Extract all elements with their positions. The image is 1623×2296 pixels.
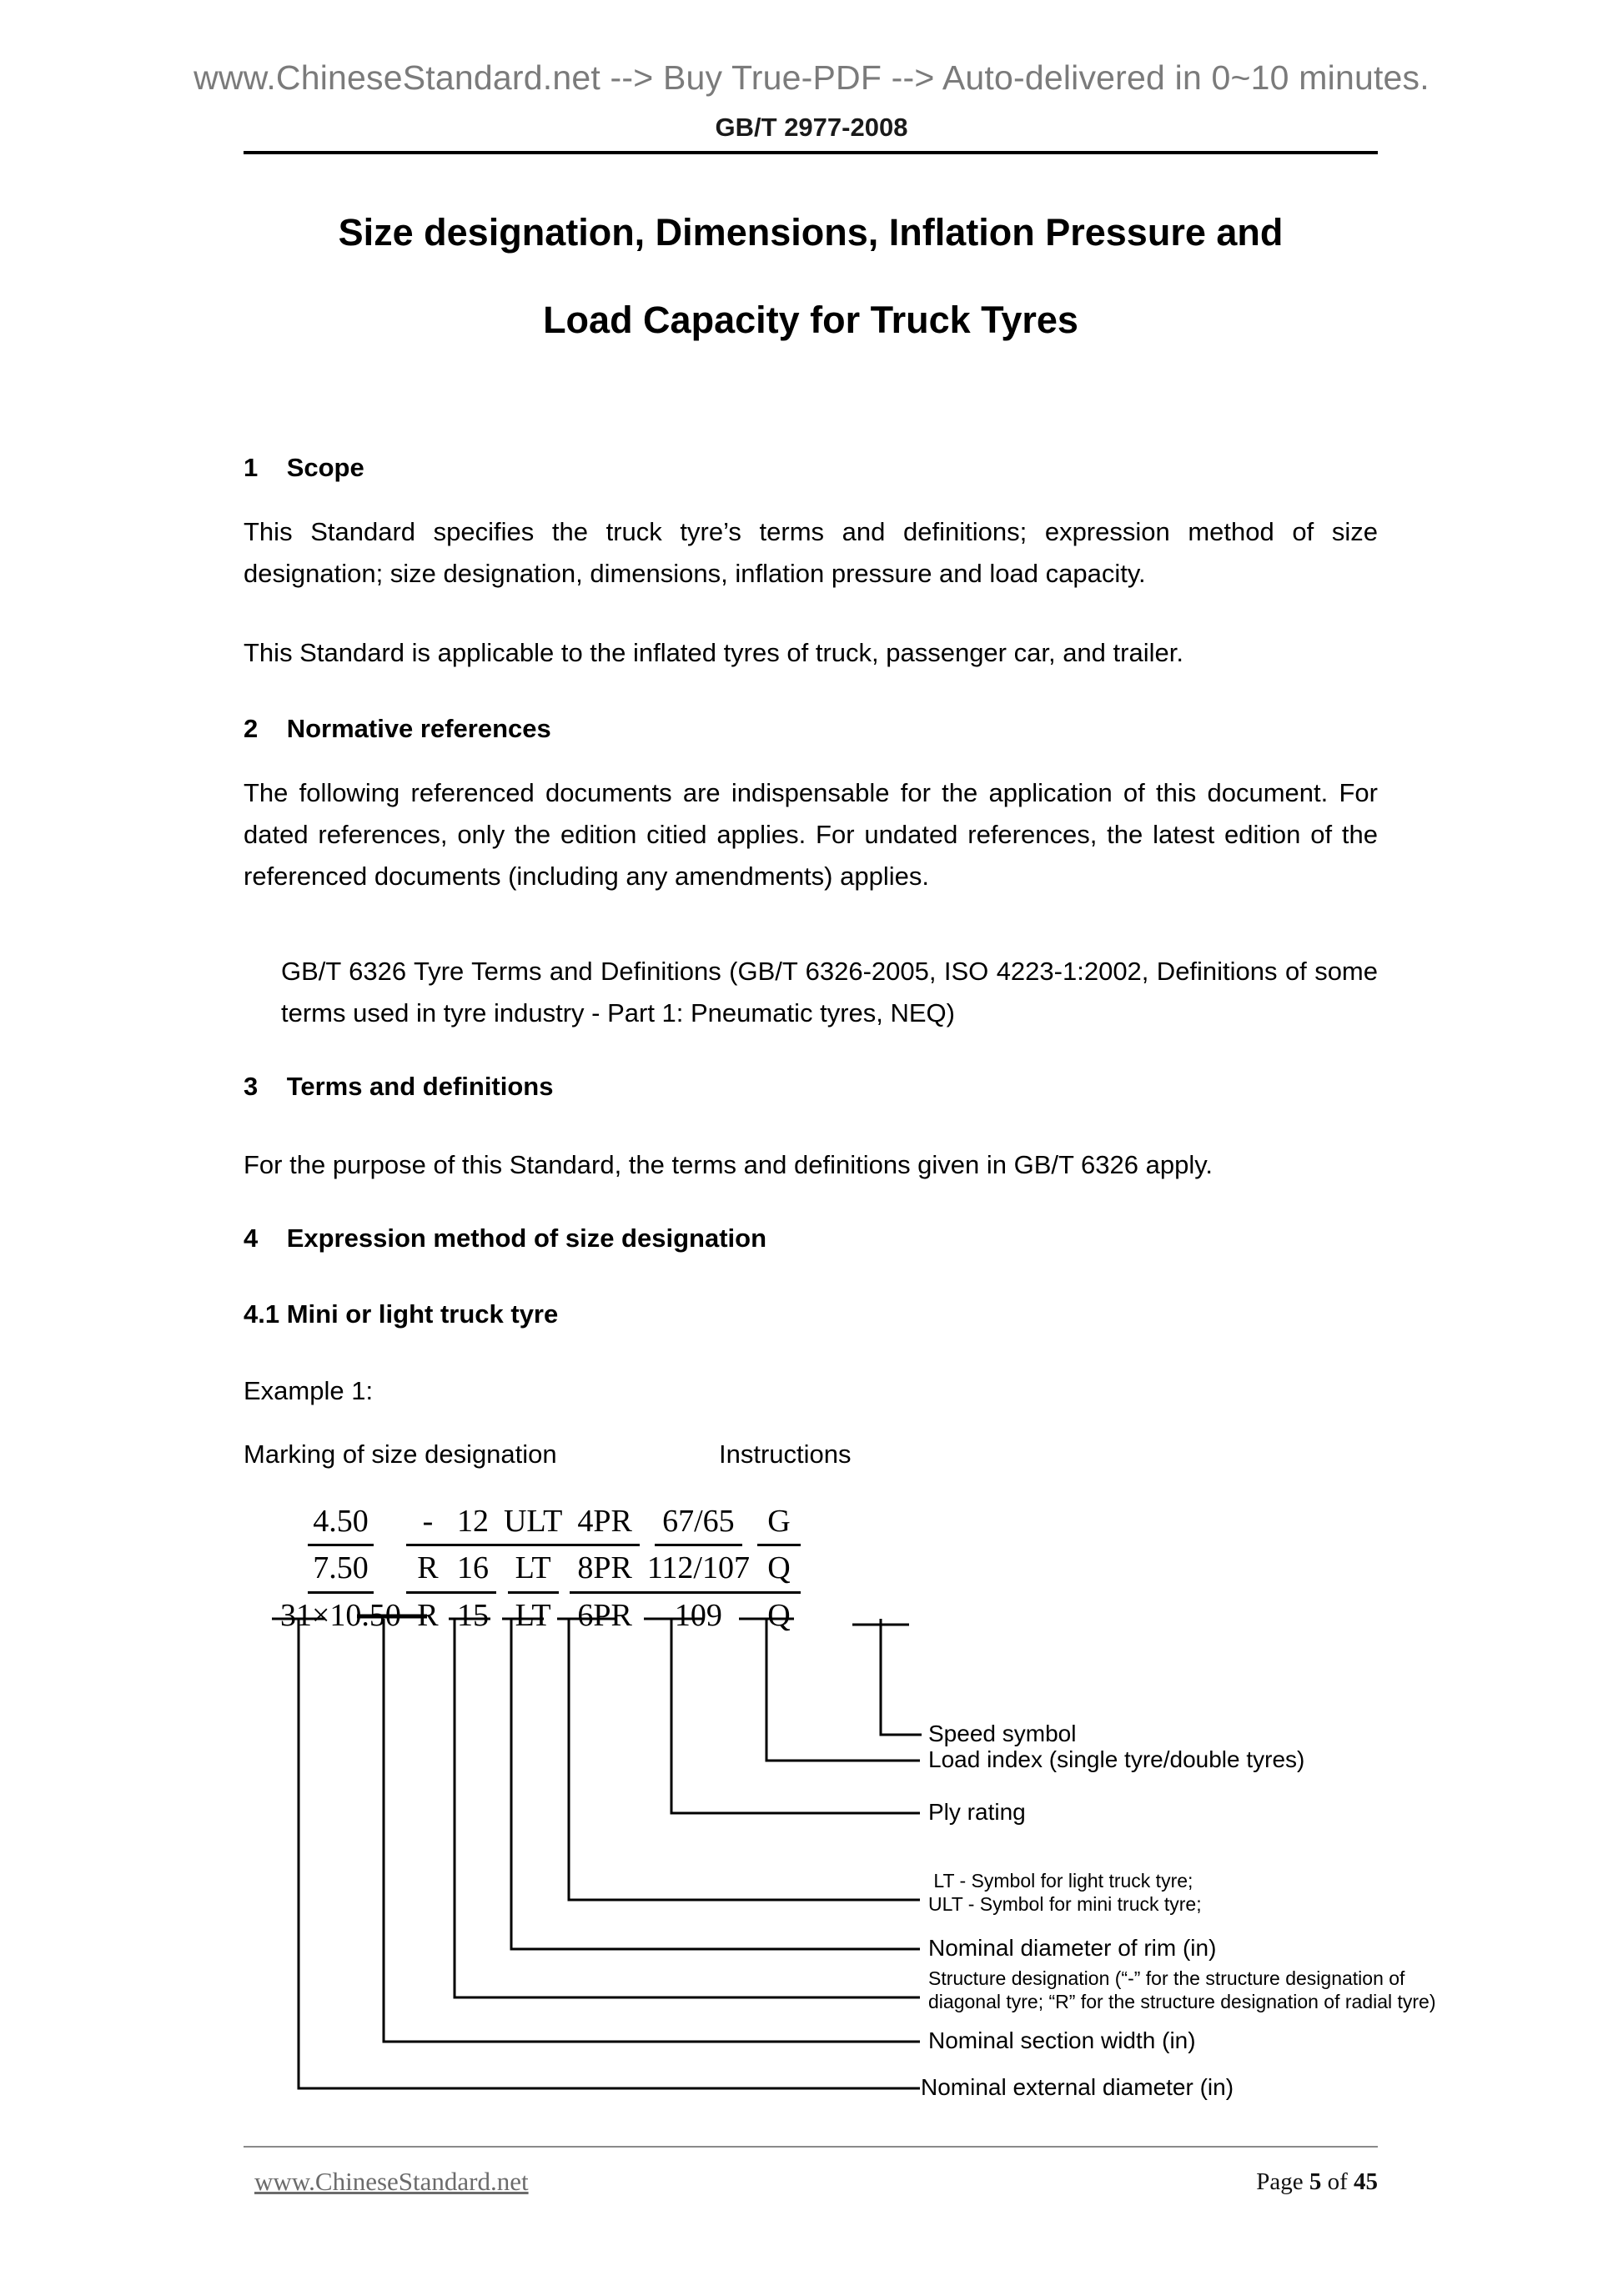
marking-cell: 16 bbox=[450, 1548, 496, 1593]
marking-cell: LT bbox=[515, 1597, 551, 1633]
page-title-line-2: Load Capacity for Truck Tyres bbox=[543, 299, 1078, 341]
paragraph-scope-2: This Standard is applicable to the inflated tyres of truck, passenger car, and trailer. bbox=[244, 638, 1183, 667]
heading-normative-references: 2 Normative references bbox=[244, 714, 551, 743]
footer-page-total: 45 bbox=[1354, 2168, 1378, 2195]
footer-page-number bbox=[1256, 2168, 1378, 2196]
marking-cell: 4.50 bbox=[308, 1501, 374, 1546]
marking-cell: 6PR bbox=[577, 1597, 632, 1633]
callout-structure-designation-line-1: Structure designation (“-” for the structure designation of bbox=[928, 1967, 1405, 1989]
paragraph-scope-1: This Standard specifies the truck tyre’s terms and definitions; expression method of size designation; size designation, dimensions, inflation pressure and load capacity. bbox=[244, 517, 1378, 589]
marking-cell: ULT bbox=[496, 1501, 570, 1546]
marking-cell: - bbox=[406, 1501, 450, 1546]
diagram-column-header-instructions: Instructions bbox=[719, 1439, 852, 1469]
marking-cell: 7.50 bbox=[308, 1548, 374, 1593]
marking-cell: 4PR bbox=[570, 1501, 639, 1546]
heading-expression-method: 4 Expression method of size designation bbox=[244, 1223, 767, 1253]
header-divider bbox=[244, 151, 1378, 154]
marking-table bbox=[275, 1501, 801, 1640]
paragraph-normative-1: The following referenced documents are indispensable for the application of this document. For dated references, only the edition citied applies. For undated references, the latest edition of the referenced documents (including any amendments) applies. bbox=[244, 778, 1378, 892]
footer-site-link[interactable]: www.ChineseStandard.net bbox=[254, 2167, 529, 2196]
marking-cell: Q bbox=[757, 1548, 801, 1593]
marking-cell: 67/65 bbox=[655, 1501, 742, 1546]
marking-cell: 8PR bbox=[570, 1548, 639, 1593]
marking-cell: 31×10.50 bbox=[280, 1597, 401, 1633]
callout-structure-designation bbox=[928, 1967, 1436, 2013]
normative-reference-entry: GB/T 6326 Tyre Terms and Definitions (GB/T 6326-2005, ISO 4223-1:2002, Definitions of some terms used in tyre industry - Part 1: Pneumatic tyres, NEQ) bbox=[281, 957, 1378, 1028]
marking-cell: LT bbox=[508, 1548, 559, 1593]
callout-lt-ult-symbols bbox=[928, 1870, 1202, 1916]
callout-lt-symbol-line: LT - Symbol for light truck tyre; bbox=[928, 1870, 1193, 1892]
callout-load-index: Load index (single tyre/double tyres) bbox=[928, 1746, 1305, 1772]
paragraph-terms-1: For the purpose of this Standard, the terms and definitions given in GB/T 6326 apply. bbox=[244, 1150, 1213, 1179]
watermark-banner: www.ChineseStandard.net --> Buy True-PDF --> Auto-delivered in 0~10 minutes. bbox=[193, 58, 1430, 97]
diagram-column-header-marking: Marking of size designation bbox=[244, 1439, 557, 1469]
marking-cell: 109 bbox=[674, 1597, 722, 1633]
table-row bbox=[275, 1548, 801, 1595]
table-row bbox=[275, 1595, 801, 1640]
footer-page-prefix: Page bbox=[1256, 2168, 1309, 2195]
page-title-line-1: Size designation, Dimensions, Inflation Pressure and bbox=[338, 211, 1284, 254]
footer-divider bbox=[244, 2146, 1378, 2148]
table-row bbox=[275, 1501, 801, 1548]
example-label: Example 1: bbox=[244, 1376, 374, 1405]
marking-cell: Q bbox=[767, 1597, 791, 1633]
marking-cell: 15 bbox=[456, 1597, 489, 1633]
footer-page-current: 5 bbox=[1309, 2168, 1322, 2195]
marking-cell: R bbox=[406, 1548, 450, 1593]
footer-page-mid: of bbox=[1321, 2168, 1354, 2195]
marking-cell: 112/107 bbox=[640, 1548, 757, 1593]
callout-nominal-section-width: Nominal section width (in) bbox=[928, 2027, 1196, 2053]
callout-ult-symbol-line: ULT - Symbol for mini truck tyre; bbox=[928, 1892, 1202, 1915]
standard-number: GB/T 2977-2008 bbox=[715, 113, 908, 142]
marking-cell: R bbox=[417, 1597, 439, 1633]
heading-scope: 1 Scope bbox=[244, 453, 364, 482]
marking-cell: 12 bbox=[450, 1501, 496, 1546]
callout-speed-symbol: Speed symbol bbox=[928, 1721, 1077, 1746]
callout-nominal-rim-diameter: Nominal diameter of rim (in) bbox=[928, 1935, 1217, 1961]
callout-ply-rating: Ply rating bbox=[928, 1799, 1026, 1825]
marking-cell: G bbox=[757, 1501, 801, 1546]
heading-terms-definitions: 3 Terms and definitions bbox=[244, 1072, 554, 1101]
callout-structure-designation-line-2: diagonal tyre; “R” for the structure designation of radial tyre) bbox=[928, 1990, 1436, 2012]
callout-nominal-external-diameter: Nominal external diameter (in) bbox=[921, 2074, 1234, 2100]
heading-mini-light-truck-tyre: 4.1 Mini or light truck tyre bbox=[244, 1299, 559, 1329]
